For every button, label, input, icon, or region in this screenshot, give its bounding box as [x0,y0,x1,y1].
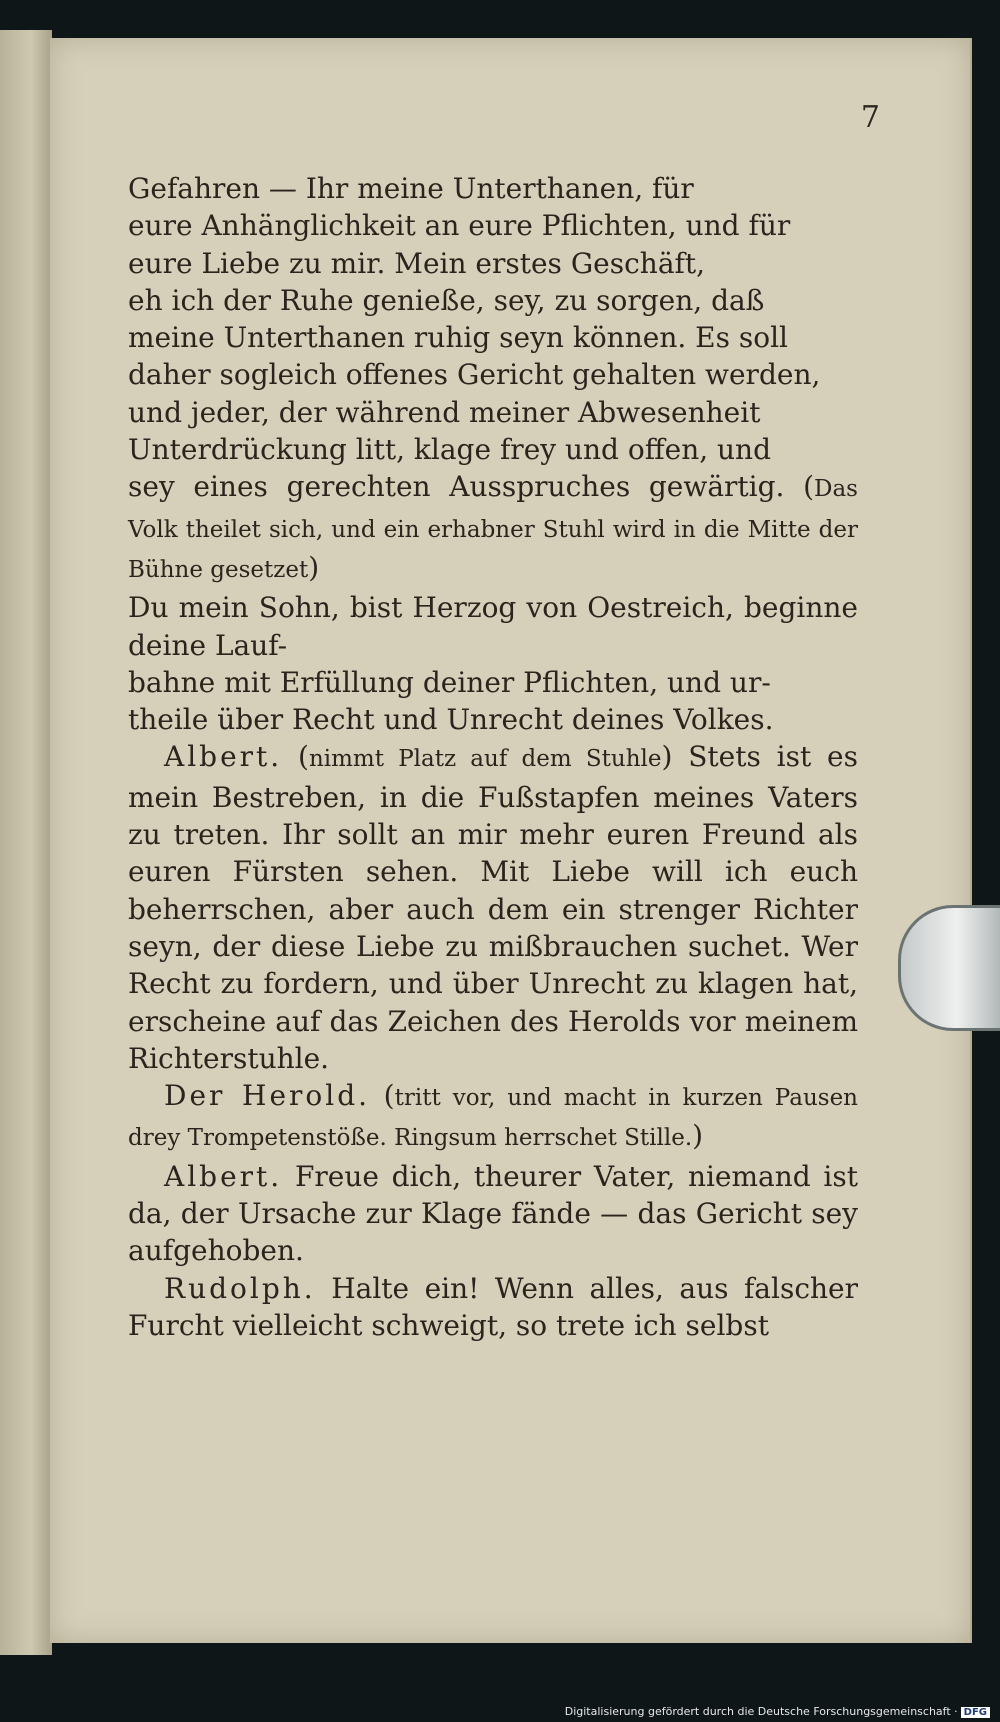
page-number: 7 [860,100,880,135]
text-line: Gefahren — Ihr meine Unterthanen, für [128,172,694,205]
stage-direction: Das Volk theilet sich, und ein erhabner Stuhl wird in die Mitte der Bühne gesetzet [128,476,858,583]
text-line: eure Anhänglichkeit an eure Pflichten, und für [128,209,791,243]
book-cover-edge [0,30,52,1655]
text-line: daher sogleich offenes Gericht gehalten werden, [128,358,821,392]
speech-text: Halte ein! Wenn alles, aus falscher Furcht vielleicht schweigt, so trete ich selbst [128,1271,858,1342]
stage-direction: tritt vor, und macht in kurzen Pausen drey Trompetenstöße. Ringsum herrschet Stille. [128,1085,858,1152]
text-line: Du mein Sohn, bist Herzog von Oestreich, beginne deine Lauf- [128,591,858,662]
text-line: bahne mit Erfüllung deiner Pflichten, und ur- [128,665,771,699]
text-line: sey eines gerechten Ausspruches gewärtig. (Das Volk theilet sich, und ein erhabner Stuhl wird in die Mitte der Bühne gesetzet) [128,470,858,584]
speaker-name: Albert. [164,740,283,774]
page-text [128,170,858,1344]
text-line: und jeder, der während meiner Abwesenheit [128,395,761,429]
text-line: meine Unterthanen ruhig seyn können. Es soll [128,321,788,355]
speaker-name: Albert. [164,1159,283,1193]
text-line: Unterdrückung litt, klage frey und offen, und [128,433,772,467]
text-line: eh ich der Ruhe genieße, sey, zu sorgen, daß [128,283,765,317]
dfg-logo: DFG [961,1707,990,1718]
page-clip [898,905,1000,1031]
speech-albert-2 [128,1158,858,1270]
text-line: eure Liebe zu mir. Mein erstes Geschäft, [128,246,706,280]
speech-herold: Der Herold. (tritt vor, und macht in kurzen Pausen drey Trompetenstöße. Ringsum herrschet Stille.) [128,1079,858,1153]
text-line: theile über Recht und Unrecht deines Volkes. [128,703,774,737]
speech-rudolph [128,1270,858,1345]
speech-text: Freue dich, theurer Vater, niemand ist da, der Ursache zur Klage fände — das Gericht sey aufgehoben. [128,1159,859,1268]
stage-direction: nimmt Platz auf dem Stuhle [308,746,662,773]
text-line-part: sey eines gerechten Ausspruches gewärtig. [128,470,785,504]
speaker-name: Der Herold. [164,1079,371,1113]
credit-text: Digitalisierung gefördert durch die Deutsche Forschungsgemeinschaft · [564,1705,958,1718]
digitization-credit [565,1705,990,1718]
speaker-name: Rudolph. [164,1271,316,1305]
speech-text: Stets ist es mein Bestreben, in die Fußstapfen meines Vaters zu treten. Ihr sollt an mir mehr euren Freund als euren Fürsten sehen. Mit Liebe will ich euch beherrschen, aber auch dem ein strenger Richter seyn, der diese Liebe zu mißbrauchen suchet. Wer Recht zu fordern, und über Unrecht zu klagen hat, erscheine auf das Zeichen des Herolds vor meinem Richterstuhle. [128,740,858,1075]
speech-albert: Albert. (nimmt Platz auf dem Stuhle) Stets ist es mein Bestreben, in die Fußstapfen meines Vaters zu treten. Ihr sollt an mir mehr euren Freund als euren Fürsten sehen. Mit Liebe will ich euch beherrschen, aber auch dem ein strenger Richter seyn, der diese Liebe zu mißbrauchen suchet. Wer Recht zu fordern, und über Unrecht zu klagen hat, erscheine auf das Zeichen des Herolds vor meinem Richterstuhle. [128,740,858,1075]
